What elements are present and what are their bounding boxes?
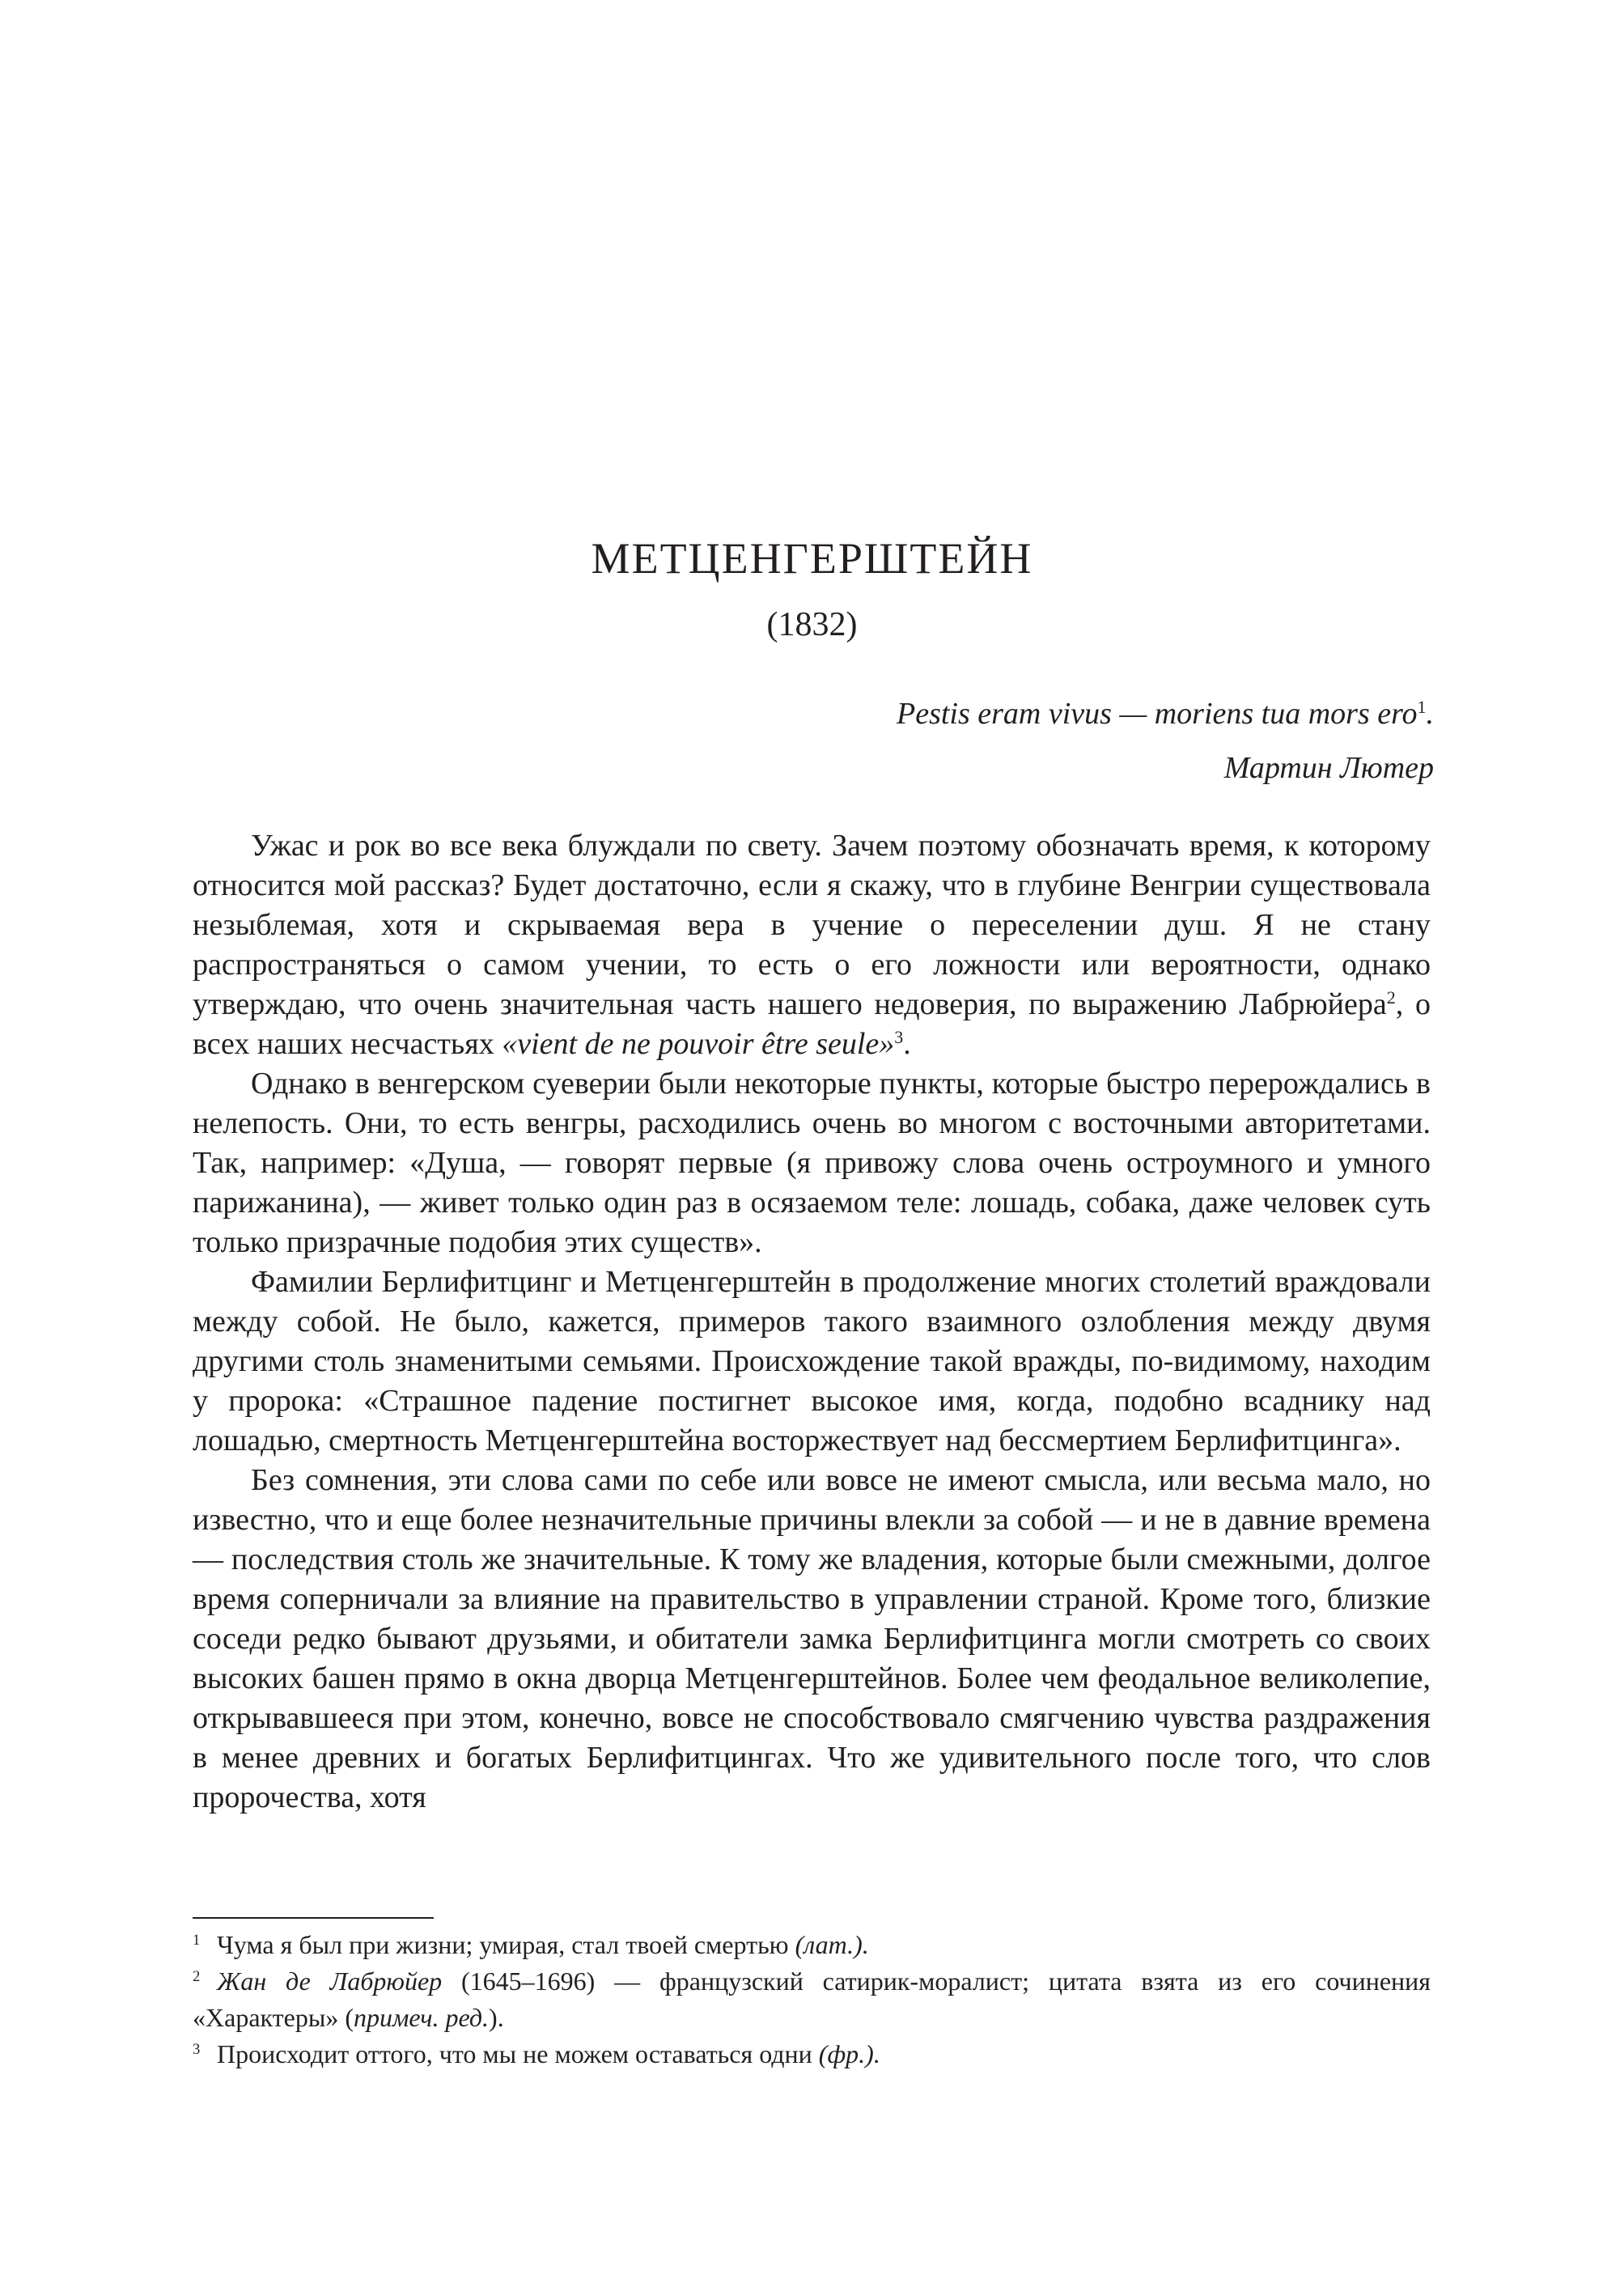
paragraph-4: Без сомнения, эти слова сами по себе или вовсе не имеют смысла, или весьма мало, но известно, что и еще более незначительные причины влекли за собой — и не в давние времена — последствия столь же значительные. К тому же владения, которые были смежными, долгое время соперничали за влияние на правительство в управлении страной. Кроме того, близкие соседи редко бывают друзьями, и обитатели замка Берлифитцинга могли смотреть со своих высоких башен прямо в окна дворца Метценгерштейнов. Более чем феодальное великолепие, открывавшееся при этом, конечно, вовсе не способствовало смягчению чувства раздражения в менее древних и богатых Берлифитцингах. Что же удивительного после того, что слов пророчества, хотя <box>193 1463 1431 1814</box>
story-year: (1832) <box>766 606 858 643</box>
paragraph-1 <box>193 826 1431 1064</box>
paragraph-1-end: . <box>903 1027 911 1061</box>
french-quote: «vient de ne pouvoir être seule» <box>502 1027 895 1061</box>
story-body <box>193 826 1431 1818</box>
epigraph-author: Мартин Лютер <box>1223 751 1434 785</box>
epigraph-text: Pestis eram vivus — moriens tua mors ero <box>896 697 1418 731</box>
footnote-1: 1 Чума я был при жизни; умирая, стал твоей смертью (лат.). <box>193 1930 869 1959</box>
paragraph-1-text: Ужас и рок во все века блуждали по свету. Зачем поэтому обозначать время, к которому относится мой рассказ? Будет достаточно, если я скажу, что в глубине Венгрии существовала незыблемая, хотя и скрываемая вера в учение о переселении душ. Я не стану распространяться о самом учении, то есть о его ложности или вероятности, однако утверждаю, что очень значительная часть нашего недоверия, по выражению Лабрюйера <box>193 829 1431 1021</box>
epigraph <box>897 689 1434 738</box>
footnote-end: . <box>873 2039 880 2068</box>
paragraph-2: Однако в венгерском суеверии были некоторые пункты, которые быстро перерождались в нелепость. Они, то есть венгры, расходились очень во многом с восточными авторитетами. Так, например: «Душа, — говорят первые (я привожу слова очень остроумного и умного парижанина), — живет только один раз в осязаемом теле: лошадь, собака, даже человек суть только призрачные подобия этих существ». <box>193 1067 1431 1259</box>
footnote-ref-2[interactable]: 2 <box>1386 986 1396 1008</box>
footnote-2: 2 Жан де Лабрюйер (1645–1696) — французский сатирик-моралист; цитата взята из его сочинения «Характеры» (примеч. ред.). <box>193 1966 1431 2032</box>
footnote-name: Жан де Лабрюйер <box>217 1966 443 1996</box>
footnotes <box>193 1927 1431 2073</box>
footnote-text: (1645–1696) — французский сатирик-моралист; цитата взята из его сочинения «Характеры» ( <box>193 1966 1431 2032</box>
footnote-ref-3[interactable]: 3 <box>894 1026 904 1047</box>
paragraph-3: Фамилии Берлифитцинг и Метценгерштейн в продолжение многих столетий враждовали между собой. Не было, кажется, примеров такого взаимного озлобления между двумя другими столь знаменитыми семьями. Происхождение такой вражды, по-видимому, находим у пророка: «Страшное падение постигнет высокое имя, когда, подобно всаднику над лошадью, смертность Метценгерштейна восторжествует над бессмертием Берлифитцинга». <box>193 1265 1431 1457</box>
story-title: МЕТЦЕНГЕРШТЕЙН <box>591 534 1033 583</box>
footnote-note: (фр.) <box>818 2039 874 2068</box>
footnote-ref-1[interactable]: 1 <box>1417 696 1427 717</box>
footnote-note: примеч. ред. <box>353 2003 490 2032</box>
footnote-end: . <box>862 1930 869 1959</box>
footnote-note: (лат.) <box>795 1930 863 1959</box>
footnote-end: ). <box>489 2003 504 2032</box>
footnote-text: Чума я был при жизни; умирая, стал твоей смертью <box>217 1930 795 1959</box>
footnote-3: 3 Происходит оттого, что мы не можем оставаться одни (фр.). <box>193 2039 880 2068</box>
paragraph-1-text-b: , о всех наших несчастьях <box>193 987 1431 1061</box>
epigraph-end: . <box>1426 697 1434 731</box>
footnote-text: Происходит оттого, что мы не можем оставаться одни <box>217 2039 819 2068</box>
footnote-divider <box>193 1917 434 1919</box>
